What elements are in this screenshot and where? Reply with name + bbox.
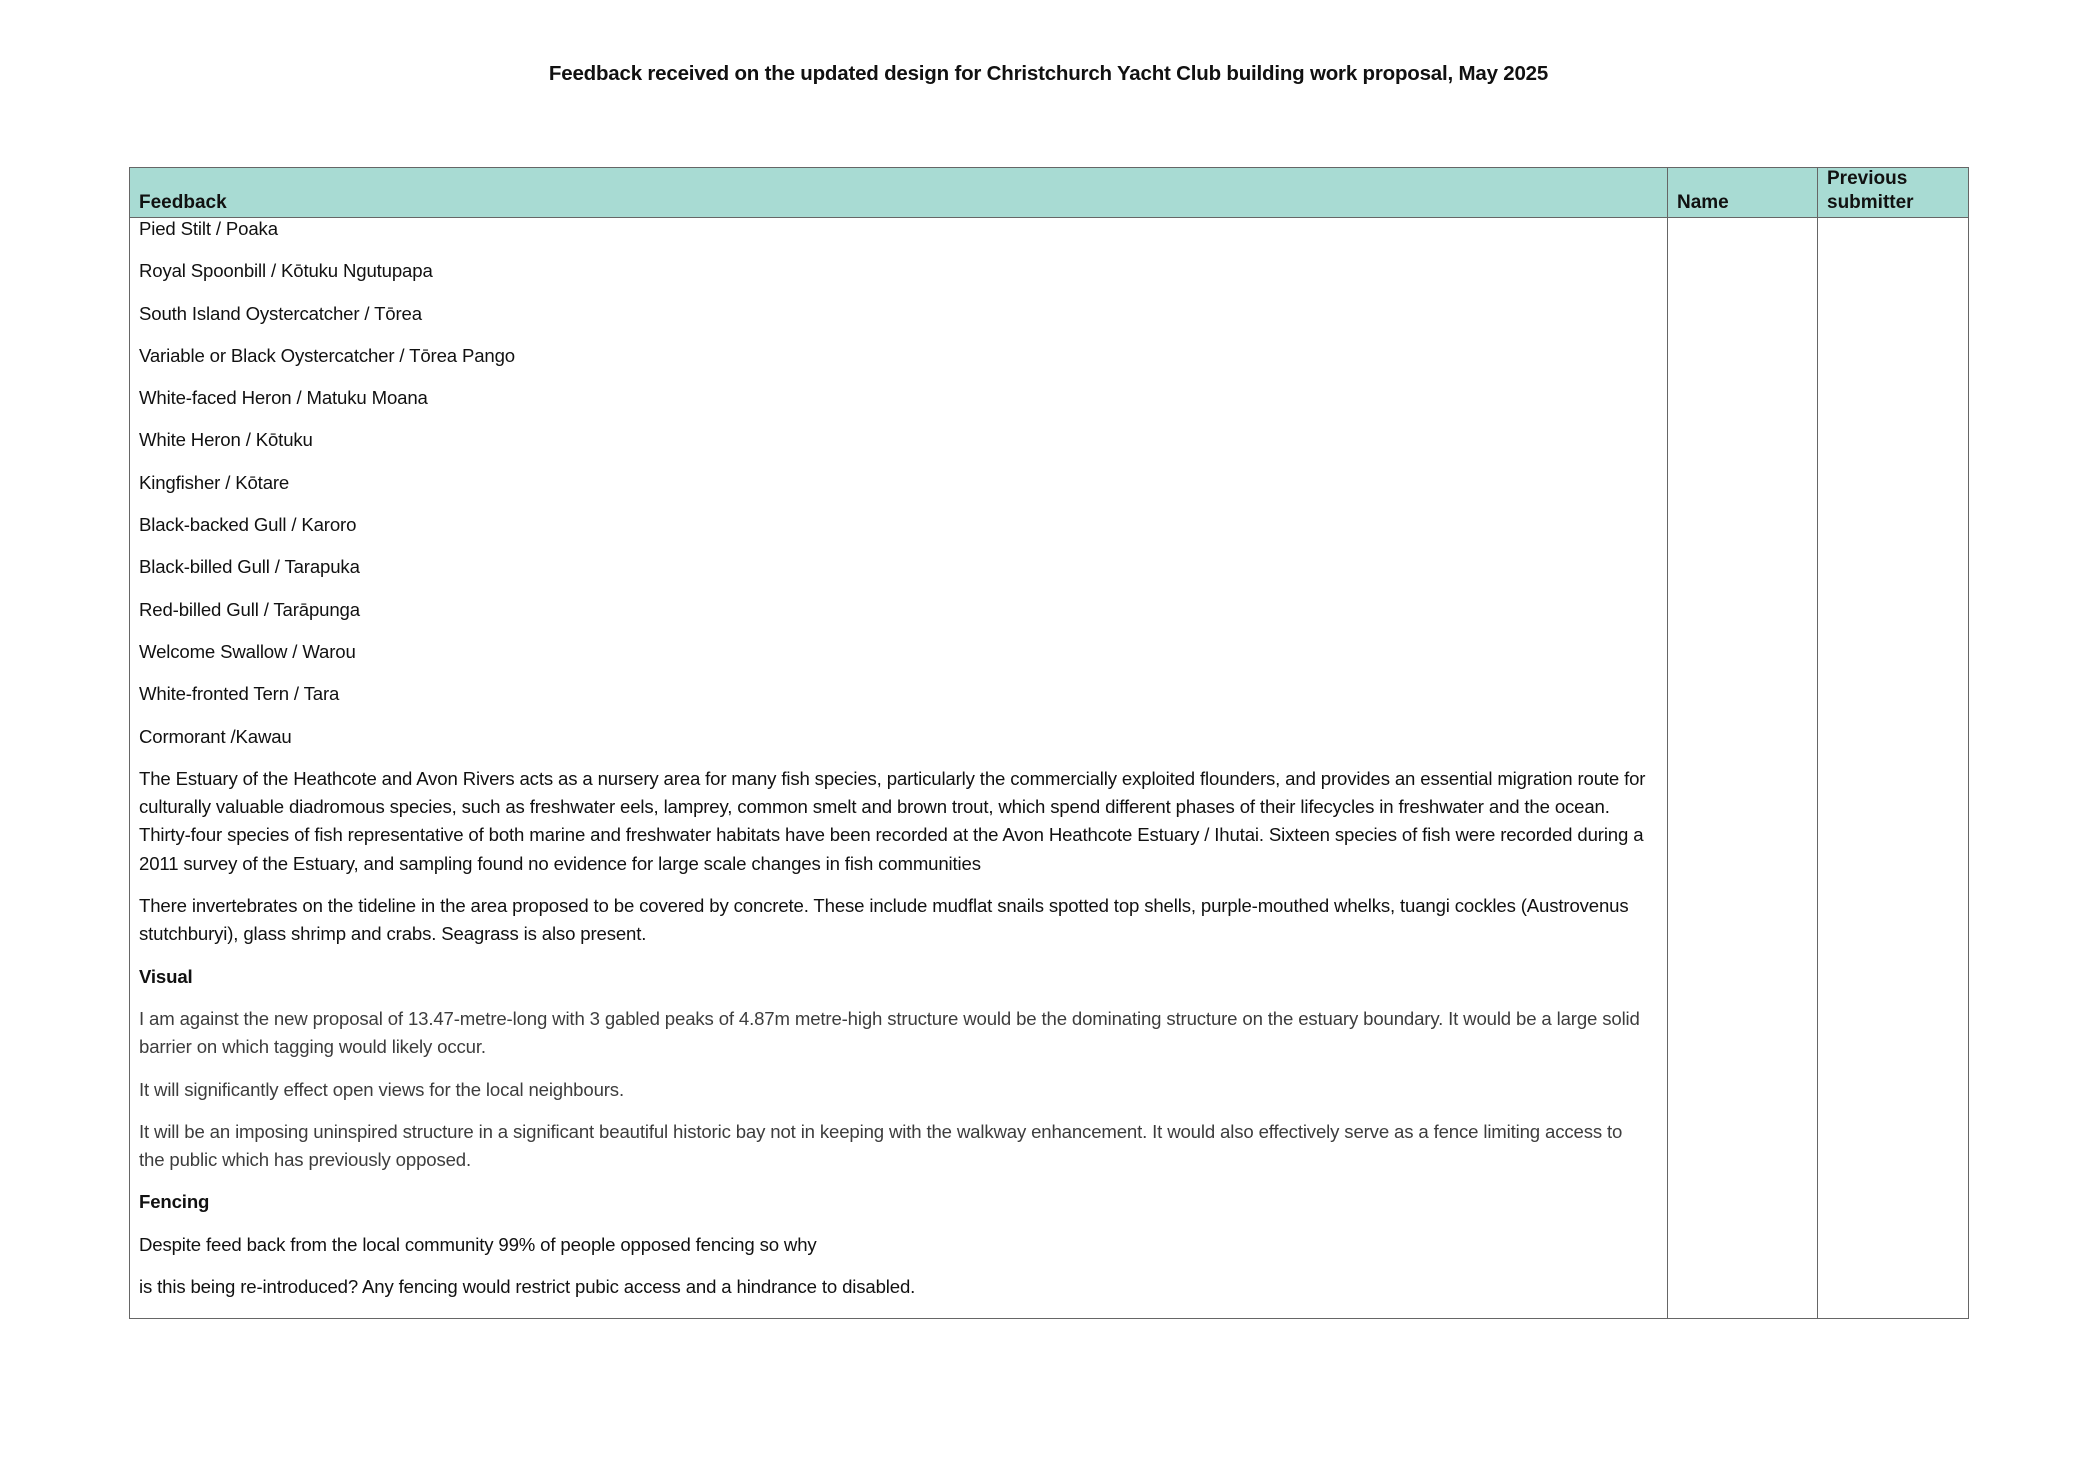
header-name: Name	[1668, 168, 1818, 217]
feedback-paragraph: It will significantly effect open views for the local neighbours.	[139, 1078, 624, 1100]
feedback-paragraph: Black-backed Gull / Karoro	[139, 514, 357, 536]
feedback-paragraph: Royal Spoonbill / Kōtuku Ngutupapa	[139, 260, 433, 282]
section-heading-visual: Visual	[139, 965, 193, 987]
table-header-row	[130, 168, 1968, 218]
header-previous-submitter: Previous submitter	[1827, 168, 1914, 213]
section-heading-fencing: Fencing	[139, 1191, 210, 1213]
feedback-paragraph: I am against the new proposal of 13.47-metre-long with 3 gabled peaks of 4.87m metre-high structure would be the dominating structure on the estuary boundary. It would be a large solid barrier on which tagging would likely occur.	[139, 1007, 1640, 1058]
header-feedback: Feedback	[130, 168, 1668, 217]
feedback-paragraph: Red-billed Gull / Tarāpunga	[139, 598, 360, 620]
feedback-paragraph: Pied Stilt / Poaka	[139, 218, 278, 239]
feedback-paragraph: is this being re-introduced? Any fencing would restrict pubic access and a hindrance to disabled.	[139, 1276, 916, 1298]
feedback-paragraph: Black-billed Gull / Tarapuka	[139, 556, 360, 578]
page-title: Feedback received on the updated design for Christchurch Yacht Club building work proposal, May 2025	[548, 62, 1549, 85]
feedback-paragraph: It will be an imposing uninspired structure in a significant beautiful historic bay not in keeping with the walkway enhancement. It would also effectively serve as a fence limiting access to the public which has previously opposed.	[139, 1120, 1623, 1171]
feedback-paragraph: White Heron / Kōtuku	[139, 429, 313, 451]
feedback-paragraph: Cormorant /Kawau	[139, 725, 292, 747]
feedback-paragraph: Welcome Swallow / Warou	[139, 640, 356, 662]
feedback-cell	[130, 218, 1668, 1318]
feedback-table	[129, 167, 1969, 1319]
feedback-paragraph: South Island Oystercatcher / Tōrea	[139, 302, 422, 324]
name-cell	[1668, 218, 1818, 1318]
feedback-paragraph: White-fronted Tern / Tara	[139, 683, 340, 705]
feedback-paragraph: There invertebrates on the tideline in the area proposed to be covered by concrete. These include mudflat snails spotted top shells, purple-mouthed whelks, tuangi cockles (Austrovenus stutchburyi), glass shrimp and crabs. Seagrass is also present.	[139, 895, 1629, 945]
feedback-paragraph: The Estuary of the Heathcote and Avon Rivers acts as a nursery area for many fish species, particularly the commercially exploited flounders, and provides an essential migration route for culturally valuable diadromous species, such as freshwater eels, lamprey, common smelt and brown trout, which spend different phases of their lifecycles in freshwater and the ocean. Thirty-four species of fish representative of both marine and freshwater habitats have been recorded at the Avon Heathcote Estuary / Ihutai. Sixteen species of fish were recorded during a 2011 survey of the Estuary, and sampling found no evidence for large scale changes in fish communities	[139, 767, 1646, 874]
feedback-paragraph: White-faced Heron / Matuku Moana	[139, 387, 428, 409]
table-row	[130, 218, 1968, 1318]
feedback-paragraph: Despite feed back from the local community 99% of people opposed fencing so why	[139, 1233, 817, 1255]
feedback-paragraph: Variable or Black Oystercatcher / Tōrea Pango	[139, 344, 515, 366]
feedback-paragraph: Kingfisher / Kōtare	[139, 471, 290, 493]
previous-submitter-cell	[1818, 218, 1967, 1318]
